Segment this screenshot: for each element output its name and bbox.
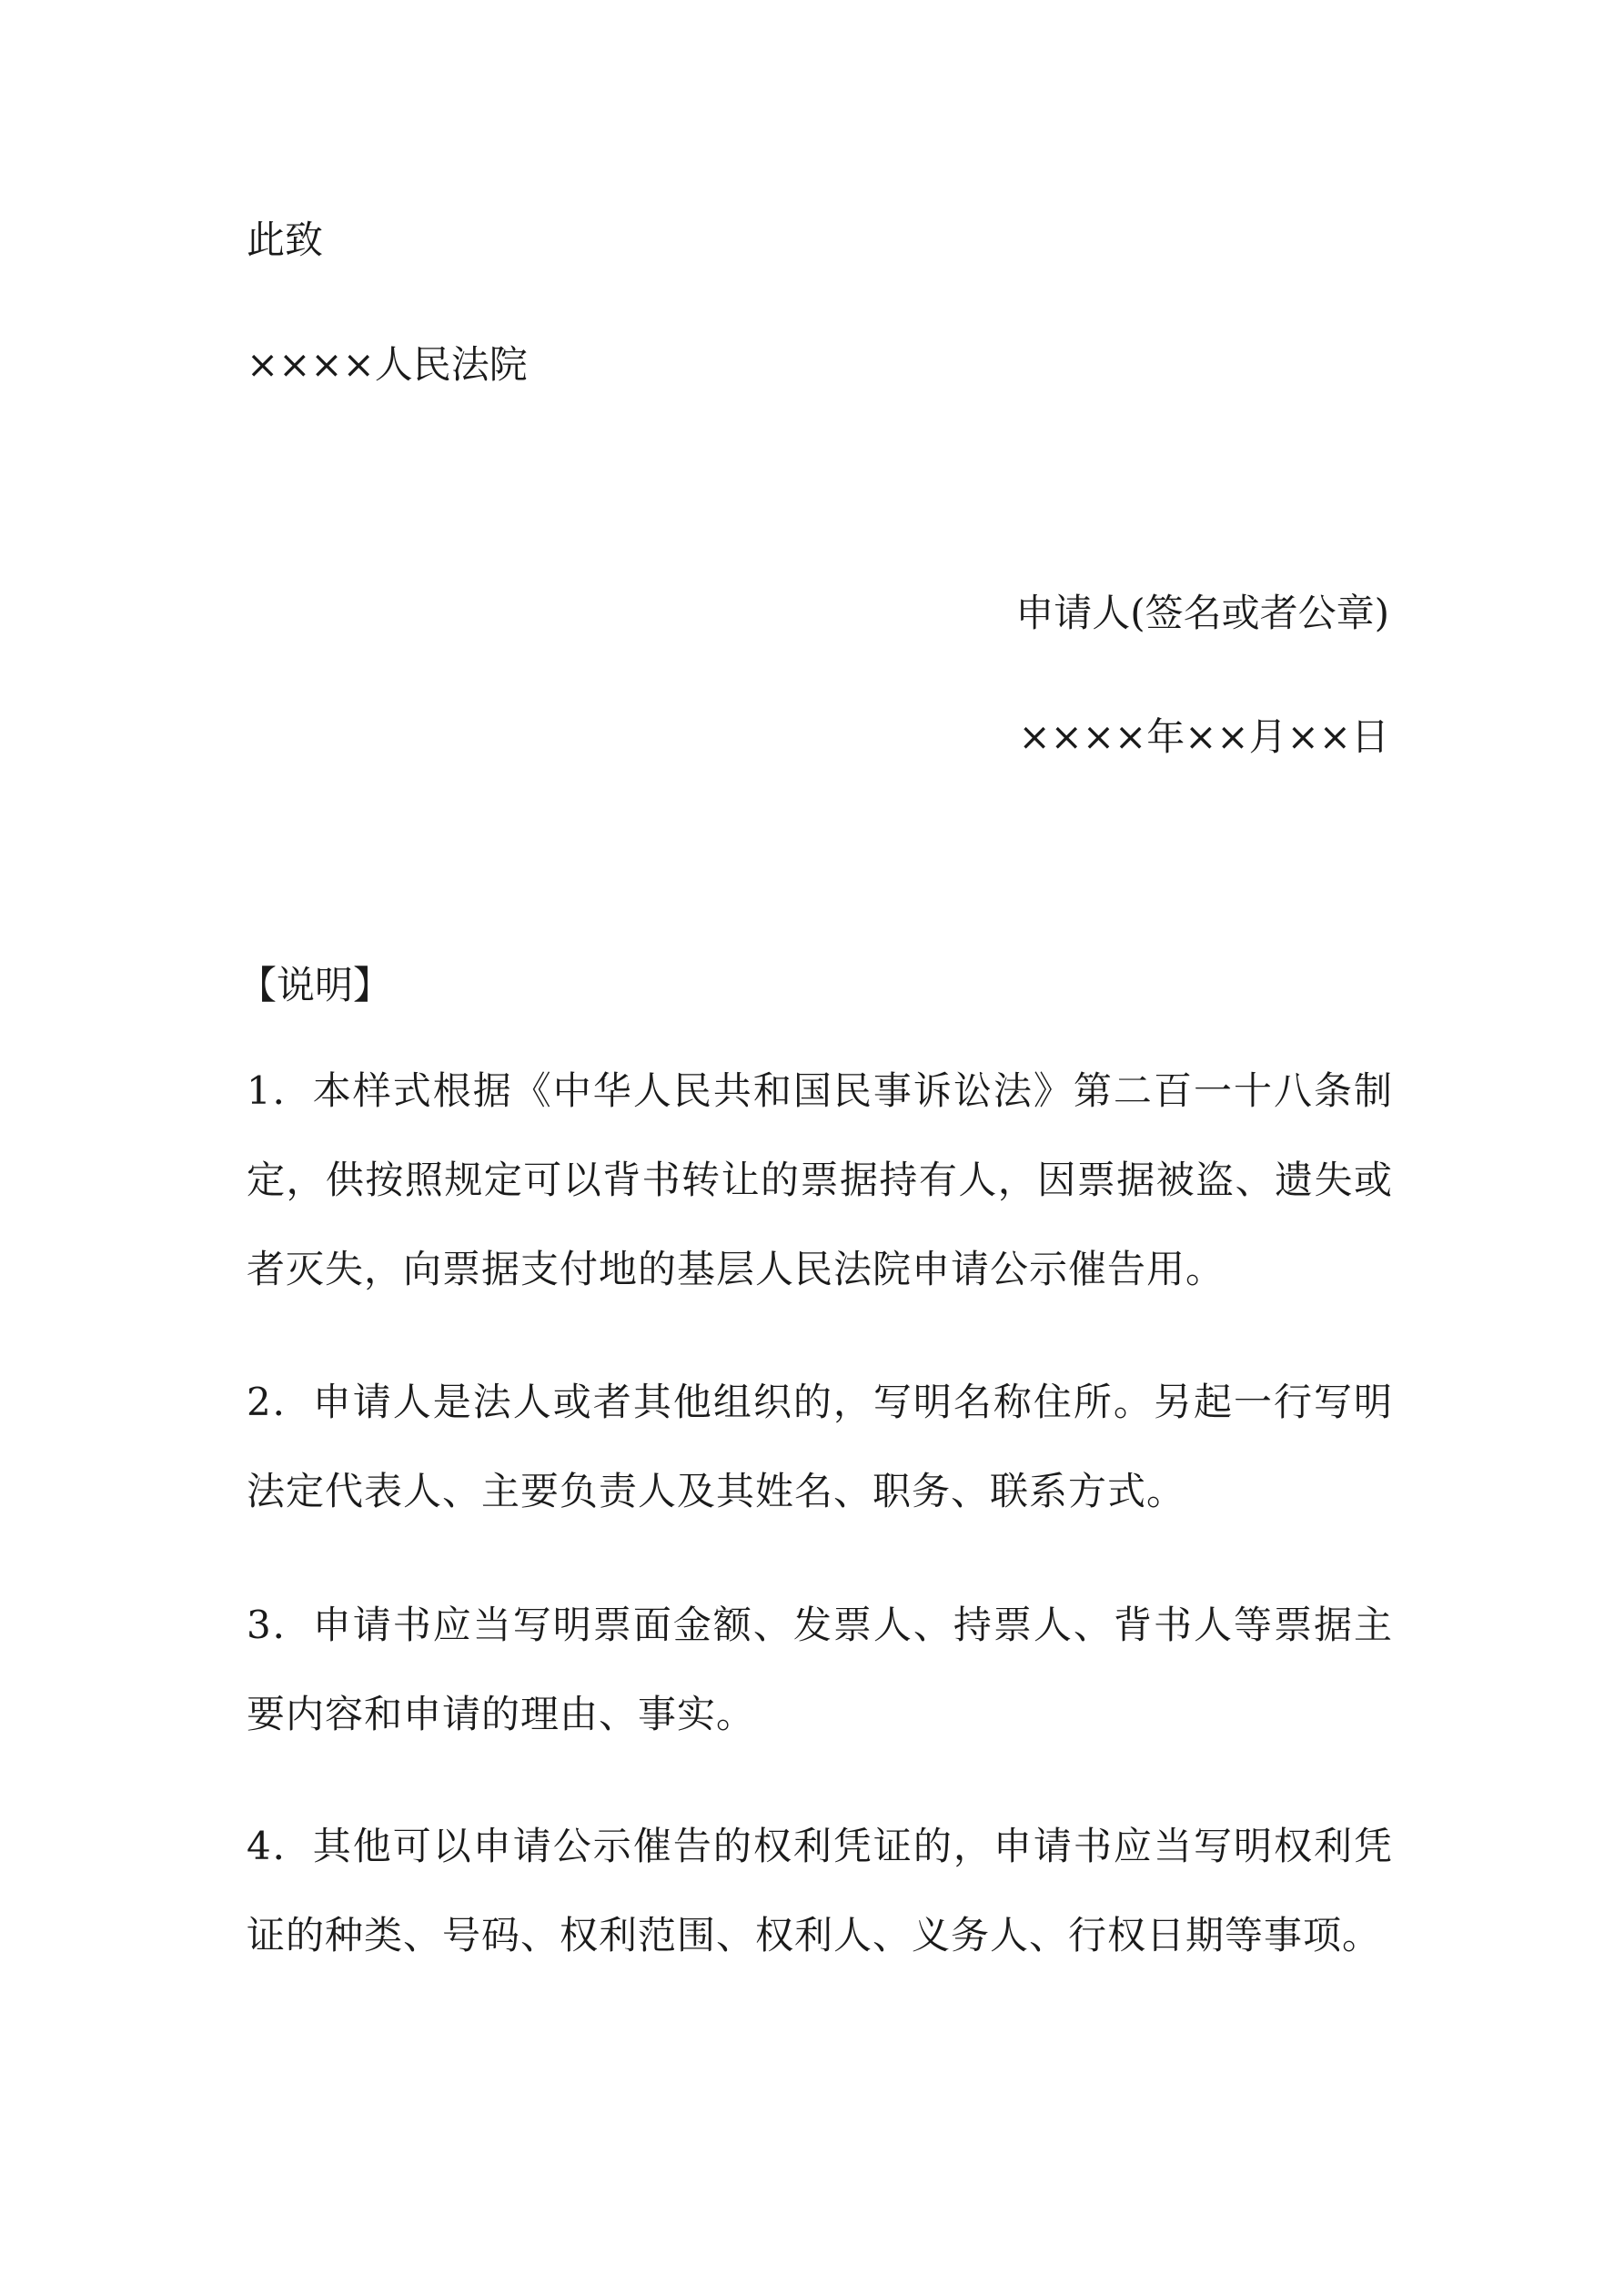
note-item-3: 3．申请书应当写明票面金额、发票人、持票人、背书人等票据主要内容和申请的理由、事实。 xyxy=(247,1603,1393,1736)
salutation: 此致 xyxy=(247,217,324,262)
notes-heading: 【说明】 xyxy=(238,963,392,1007)
note-item-4: 4．其他可以申请公示催告的权利凭证的，申请书应当写明权利凭证的种类、号码、权利范围、权利人、义务人、行权日期等事项。 xyxy=(247,1824,1393,1957)
note-item-2: 2．申请人是法人或者其他组织的，写明名称住所。另起一行写明法定代表人、主要负责人及其姓名、职务、联系方式。 xyxy=(247,1380,1393,1513)
applicant-signature: 申请人(签名或者公章) xyxy=(1015,591,1389,635)
signature-date: ××××年××月××日 xyxy=(1018,714,1389,759)
note-item-1: 1．本样式根据《中华人民共和国民事诉讼法》第二百一十八条制定，供按照规定可以背书转让的票据持有人，因票据被盗、遗失或者灭失，向票据支付地的基层人民法院申请公示催告用。 xyxy=(247,1068,1393,1291)
court-name: ××××人民法院 xyxy=(247,342,528,387)
